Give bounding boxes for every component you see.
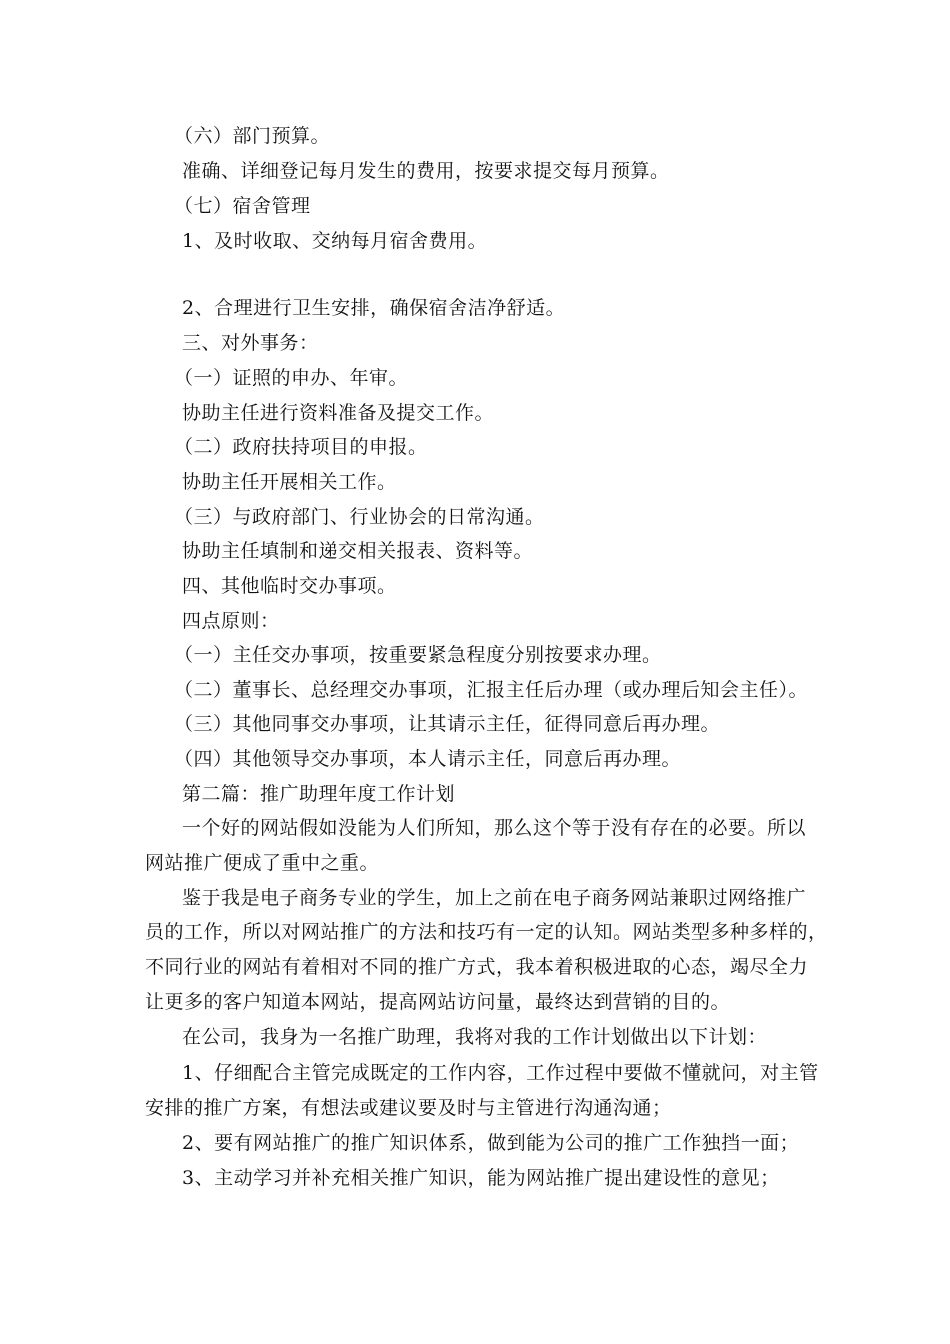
paragraph-line: 协助主任进行资料准备及提交工作。 <box>182 402 495 424</box>
plan-item: 3、主动学习并补充相关推广知识，能为网站推广提出建设性的意见； <box>182 1167 780 1189</box>
paragraph-line: 1、及时收取、交纳每月宿舍费用。 <box>182 230 488 252</box>
paragraph-line: 2、合理进行卫生安排，确保宿舍洁净舒适。 <box>182 297 566 319</box>
paragraph-line: 协助主任开展相关工作。 <box>182 471 397 493</box>
principle-item: （三）其他同事交办事项，让其请示主任，征得同意后再办理。 <box>174 713 721 735</box>
paragraph-line: 一个好的网站假如没能为人们所知，那么这个等于没有存在的必要。所以 <box>182 817 807 839</box>
principle-item: （四）其他领导交办事项，本人请示主任，同意后再办理。 <box>174 748 682 770</box>
paragraph-line: 员的工作，所以对网站推广的方法和技巧有一定的认知。网站类型多种多样的， <box>145 921 828 943</box>
subsection-heading: （二）政府扶持项目的申报。 <box>174 436 428 458</box>
subsection-heading: （一）证照的申办、年审。 <box>174 367 409 389</box>
principle-item: （一）主任交办事项，按重要紧急程度分别按要求办理。 <box>174 644 662 666</box>
paragraph-line: 不同行业的网站有着相对不同的推广方式，我本着积极进取的心态，竭尽全力 <box>145 956 809 978</box>
paragraph-line: 协助主任填制和递交相关报表、资料等。 <box>182 540 534 562</box>
subsection-heading: （三）与政府部门、行业协会的日常沟通。 <box>174 506 545 528</box>
paragraph-line: 网站推广便成了重中之重。 <box>145 852 380 874</box>
paragraph-line: 准确、详细登记每月发生的费用，按要求提交每月预算。 <box>182 160 670 182</box>
section-heading-dormitory: （七）宿舍管理 <box>174 195 311 217</box>
plan-item: 1、仔细配合主管完成既定的工作内容，工作过程中要做不懂就问，对主管 <box>182 1062 819 1084</box>
plan-item: 2、要有网站推广的推广知识体系，做到能为公司的推广工作独挡一面； <box>182 1132 800 1154</box>
paragraph-line: 让更多的客户知道本网站，提高网站访问量，最终达到营销的目的。 <box>145 991 731 1013</box>
section-heading-external-affairs: 三、对外事务： <box>182 332 319 354</box>
paragraph-line: 鉴于我是电子商务专业的学生，加上之前在电子商务网站兼职过网络推广 <box>182 887 807 909</box>
section-heading-budget: （六）部门预算。 <box>174 125 331 147</box>
chapter-title: 第二篇：推广助理年度工作计划 <box>182 783 456 805</box>
section-heading-four-principles: 四点原则： <box>182 610 280 632</box>
principle-item: （二）董事长、总经理交办事项，汇报主任后办理（或办理后知会主任）。 <box>174 679 809 701</box>
paragraph-line: 在公司，我身为一名推广助理，我将对我的工作计划做出以下计划： <box>182 1026 768 1048</box>
section-heading-temporary-matters: 四、其他临时交办事项。 <box>182 575 397 597</box>
paragraph-line: 安排的推广方案，有想法或建议要及时与主管进行沟通沟通； <box>145 1097 672 1119</box>
